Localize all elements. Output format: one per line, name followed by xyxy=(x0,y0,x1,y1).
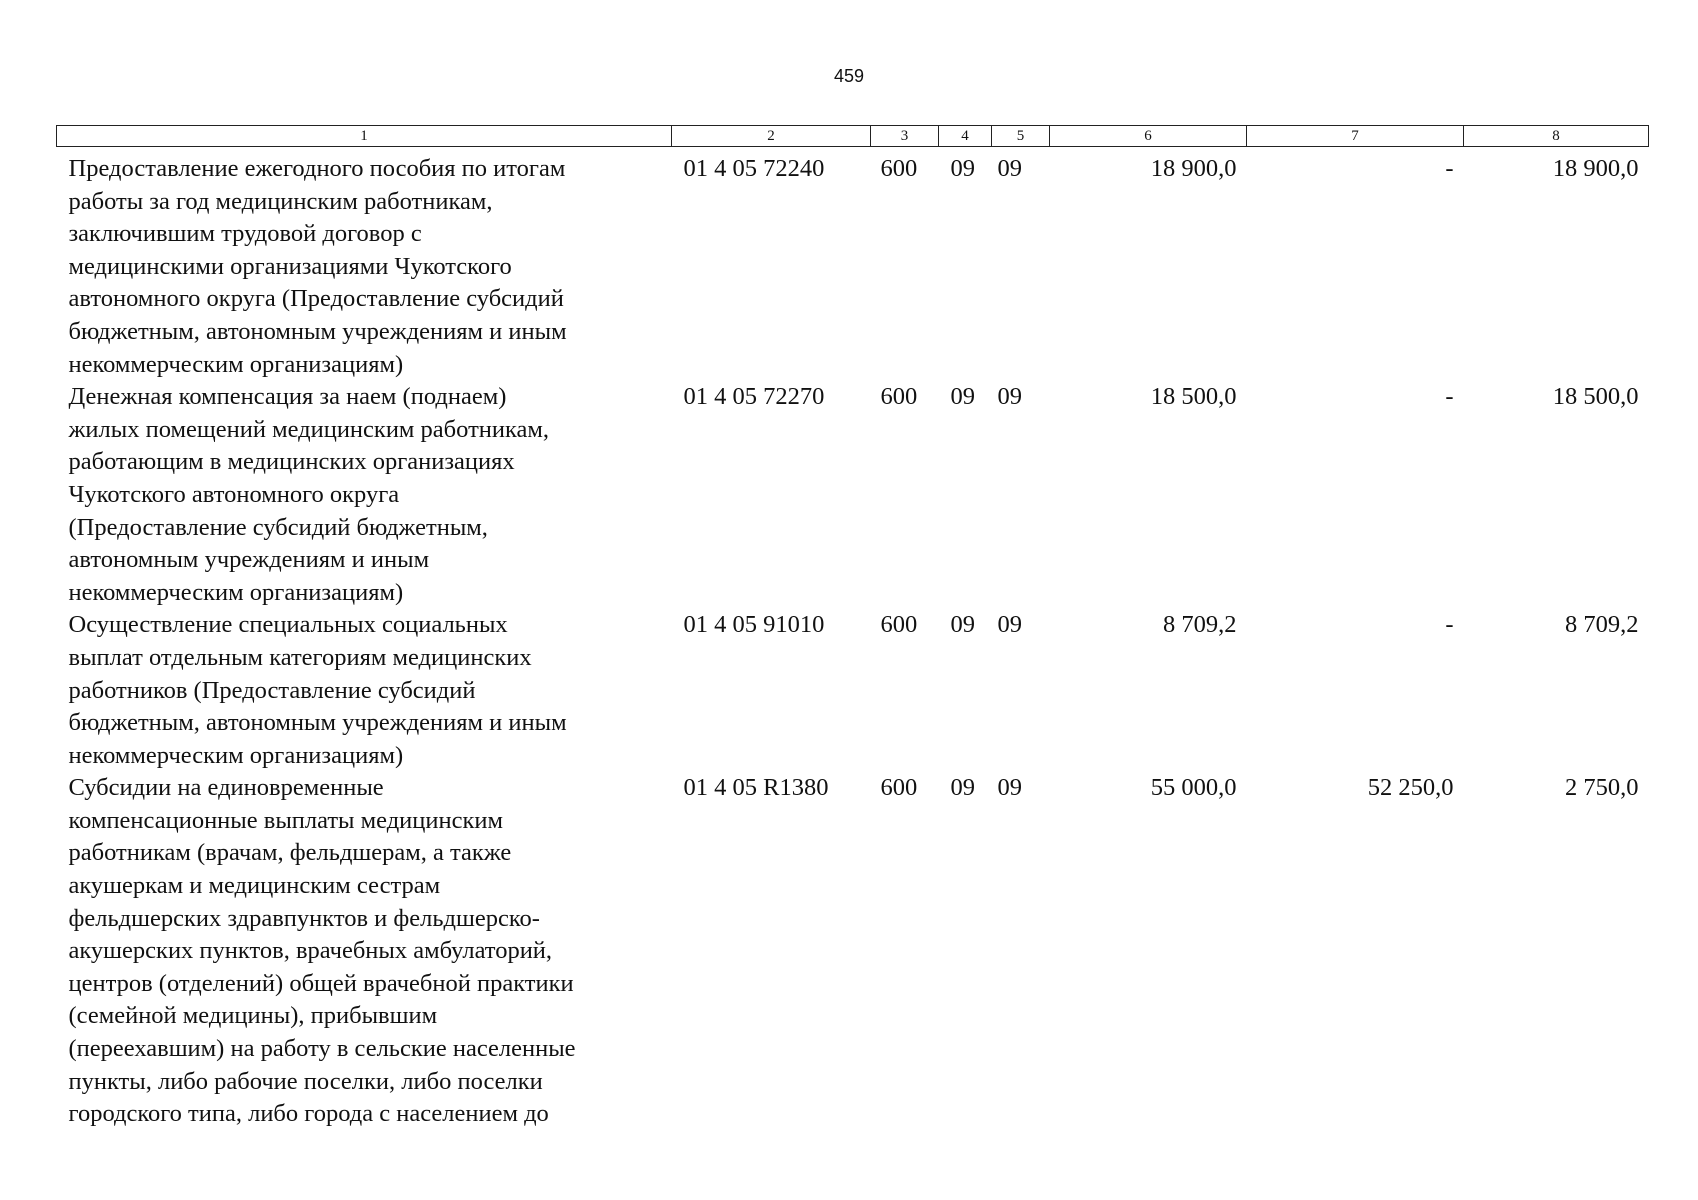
budget-table xyxy=(56,125,1649,1131)
description-line: заключившим трудовой договор с xyxy=(68,220,422,248)
subsection-code: 09 xyxy=(997,383,1022,411)
total-amount: 18 500,0 xyxy=(1150,383,1237,411)
budget-code: 01 4 05 91010 xyxy=(683,611,825,639)
budget-code: 01 4 05 R1380 xyxy=(683,774,829,802)
expense-type-code: 600 xyxy=(880,383,918,411)
column-header-3: 3 xyxy=(871,126,939,147)
federal-amount: - xyxy=(1445,155,1454,182)
row-description xyxy=(57,147,672,382)
section-code: 09 xyxy=(950,611,975,639)
federal-amount: - xyxy=(1445,611,1454,639)
section-code: 09 xyxy=(950,383,975,411)
description-line: работников (Предоставление субсидий xyxy=(68,676,476,704)
description-line: акушерских пунктов, врачебных амбулаторий, xyxy=(68,937,553,965)
description-line: Денежная компенсация за наем (поднаем) xyxy=(68,383,507,411)
description-line: бюджетным, автономным учреждениям и иным xyxy=(68,317,567,345)
column-header-1: 1 xyxy=(57,126,672,147)
description-line: фельдшерских здравпунктов и фельдшерско- xyxy=(68,904,540,932)
total-amount: 8 709,2 xyxy=(1163,611,1237,639)
description-line: Субсидии на единовременные xyxy=(68,774,384,802)
description-line: работы за год медицинским работникам, xyxy=(68,187,493,215)
description-line: Осуществление специальных социальных xyxy=(68,611,508,639)
description-line: (семейной медицины), прибывшим xyxy=(68,1002,438,1030)
regional-amount: 2 750,0 xyxy=(1565,774,1639,802)
column-header-4: 4 xyxy=(939,126,992,147)
table-row xyxy=(57,381,1649,609)
expense-type-code: 600 xyxy=(880,155,918,182)
section-code: 09 xyxy=(950,774,975,802)
regional-amount: 8 709,2 xyxy=(1565,611,1639,639)
description-line: некоммерческим организациям) xyxy=(68,578,404,606)
description-line: компенсационные выплаты медицинским xyxy=(68,806,504,834)
table-row xyxy=(57,147,1649,382)
description-line: работающим в медицинских организациях xyxy=(68,448,515,476)
description-line: (Предоставление субсидий бюджетным, xyxy=(68,513,488,541)
regional-amount: 18 500,0 xyxy=(1552,383,1639,411)
budget-code: 01 4 05 72240 xyxy=(683,155,825,182)
description-line: городского типа, либо города с населением до xyxy=(68,1100,549,1128)
description-line: бюджетным, автономным учреждениям и иным xyxy=(68,709,567,737)
description-line: автономным учреждениям и иным xyxy=(68,546,430,574)
column-header-8: 8 xyxy=(1464,126,1649,147)
column-header-2: 2 xyxy=(672,126,871,147)
section-code: 09 xyxy=(950,155,975,182)
header-row xyxy=(57,126,1649,147)
subsection-code: 09 xyxy=(997,155,1022,182)
row-description xyxy=(57,772,672,1131)
expense-type-code: 600 xyxy=(880,611,918,639)
regional-amount: 18 900,0 xyxy=(1552,155,1639,182)
description-line: пункты, либо рабочие поселки, либо поселки xyxy=(68,1067,543,1095)
table-row xyxy=(57,609,1649,772)
description-line: акушеркам и медицинским сестрам xyxy=(68,872,441,900)
column-header-7: 7 xyxy=(1247,126,1464,147)
description-line: Чукотского автономного округа xyxy=(68,480,400,508)
total-amount: 55 000,0 xyxy=(1150,774,1237,802)
column-header-6: 6 xyxy=(1050,126,1247,147)
description-line: некоммерческим организациям) xyxy=(68,741,404,769)
federal-amount: 52 250,0 xyxy=(1367,774,1454,802)
description-line: Предоставление ежегодного пособия по итогам xyxy=(68,155,566,182)
column-header-5: 5 xyxy=(992,126,1050,147)
description-line: (переехавшим) на работу в сельские населенные xyxy=(68,1035,576,1063)
page-number: 459 xyxy=(833,66,865,86)
description-line: некоммерческим организациям) xyxy=(68,350,404,378)
description-line: жилых помещений медицинским работникам, xyxy=(68,415,550,443)
table-row xyxy=(57,772,1649,1131)
description-line: медицинскими организациями Чукотского xyxy=(68,252,512,280)
federal-amount: - xyxy=(1445,383,1454,411)
total-amount: 18 900,0 xyxy=(1150,155,1237,182)
description-line: автономного округа (Предоставление субсидий xyxy=(68,285,564,313)
subsection-code: 09 xyxy=(997,611,1022,639)
subsection-code: 09 xyxy=(997,774,1022,802)
expense-type-code: 600 xyxy=(880,774,918,802)
row-description xyxy=(57,381,672,609)
description-line: работникам (врачам, фельдшерам, а также xyxy=(68,839,512,867)
description-line: центров (отделений) общей врачебной практики xyxy=(68,969,574,997)
description-line: выплат отдельным категориям медицинских xyxy=(68,643,532,671)
row-description xyxy=(57,609,672,772)
budget-code: 01 4 05 72270 xyxy=(683,383,825,411)
